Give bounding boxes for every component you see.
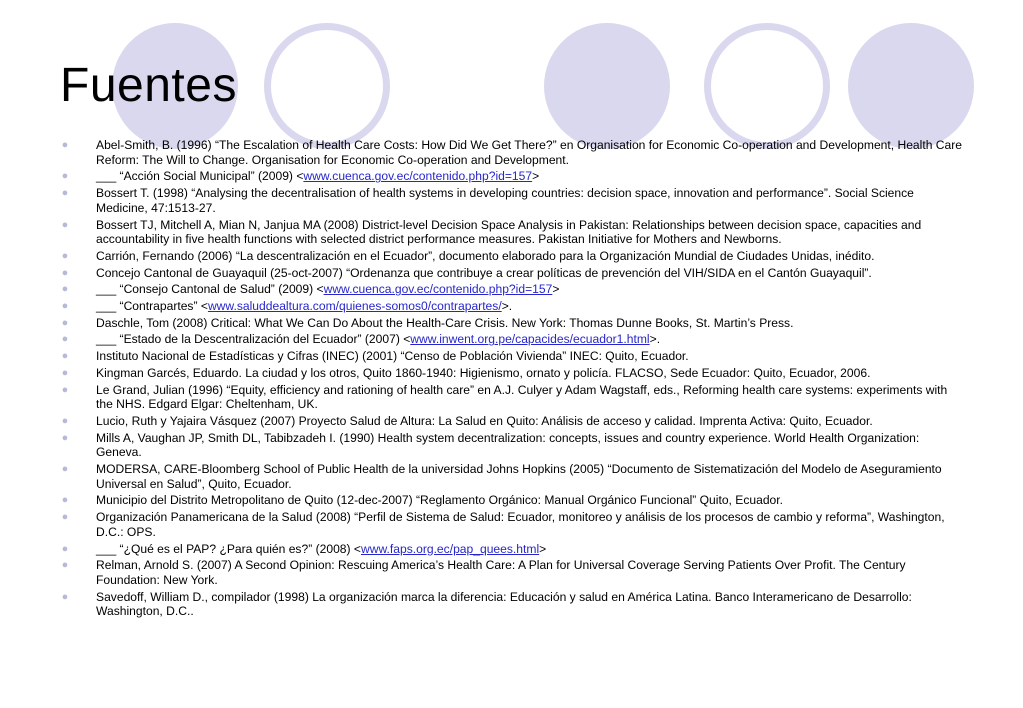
reference-text: ___ “Contrapartes” < [96, 299, 208, 314]
decorative-circle-filled [544, 23, 670, 149]
reference-link[interactable]: www.cuenca.gov.ec/contenido.php?id=157 [303, 169, 533, 184]
reference-text-suffix: > [532, 169, 540, 184]
bullet-icon: ● [61, 249, 69, 262]
reference-item [60, 558, 965, 587]
reference-item [60, 332, 965, 347]
reference-item [60, 431, 965, 460]
reference-item [60, 218, 965, 247]
decorative-circle-filled [848, 23, 974, 149]
reference-text: Abel-Smith, B. (1996) “The Escalation of Health Care Costs: How Did We Get There?” en Organisation for Economic Co-operation and Development, Health Care Reform: The Will to Change. Organisation for Economic Co-operation and Development. [96, 138, 963, 167]
bullet-icon: ● [61, 300, 69, 313]
bullet-icon: ● [61, 139, 69, 151]
bullet-icon: ● [61, 431, 69, 444]
reference-text: Instituto Nacional de Estadísticas y Cifras (INEC) (2001) “Censo de Población Vivienda” INEC: Quito, Ecuador. [96, 349, 689, 364]
bullet-icon: ● [61, 494, 69, 507]
reference-item [60, 138, 965, 167]
reference-text: Savedoff, William D., compilador (1998) La organización marca la diferencia: Educación y salud en América Latina. Banco Interamericano de Desarrollo: Washington, D.C.. [96, 589, 912, 619]
reference-text: Carrión, Fernando (2006) “La descentralización en el Ecuador”, documento elaborado para la Organización Mundial de Ciudades Unidas, inédito. [96, 248, 875, 263]
reference-text: ___ “Acción Social Municipal” (2009) < [96, 169, 304, 184]
reference-text-suffix: >. [501, 299, 513, 314]
bullet-icon: ● [61, 187, 69, 200]
reference-item [60, 383, 965, 412]
bullet-icon: ● [61, 366, 69, 379]
reference-link[interactable]: www.saluddealtura.com/quienes-somos0/contrapartes/ [207, 299, 502, 314]
bullet-icon: ● [61, 170, 69, 183]
bullet-icon: ● [61, 283, 69, 296]
bullet-icon: ● [61, 266, 69, 279]
reference-item [60, 462, 965, 491]
reference-item [60, 590, 965, 619]
reference-item [60, 542, 965, 557]
reference-text: MODERSA, CARE-Bloomberg School of Public Health de la universidad Johns Hopkins (2005) “Documento de Sistematización del Modelo de Aseguramiento Universal en Salud”, Quito, Ecuador. [96, 462, 942, 491]
reference-text-suffix: > [552, 282, 560, 297]
reference-text: Bossert T. (1998) “Analysing the decentralisation of health systems in developing countries: decision space, innovation and performance”. Social Science Medicine, 47:1513-27. [96, 186, 914, 215]
reference-link[interactable]: www.cuenca.gov.ec/contenido.php?id=157 [323, 282, 553, 297]
decorative-circle-ring [704, 23, 830, 149]
decorative-circle-ring [264, 23, 390, 149]
reference-text: ___ “¿Qué es el PAP? ¿Para quién es?” (2008) < [96, 541, 361, 556]
reference-text: Organización Panamericana de la Salud (2008) “Perfil de Sistema de Salud: Ecuador, monitoreo y análisis de los procesos de cambio y reforma”, Washington, D.C.: OPS. [96, 510, 945, 539]
bullet-icon: ● [61, 383, 69, 396]
reference-link[interactable]: www.faps.org.ec/pap_quees.html [360, 541, 540, 556]
slide-title: Fuentes [60, 59, 237, 112]
bullet-icon: ● [61, 542, 69, 555]
reference-text: Bossert TJ, Mitchell A, Mian N, Janjua MA (2008) District-level Decision Space Analysis in Pakistan: Relationships between decision space, capacities and accountability in five health functions with selected district performance measures. Pakistan Initiative for Mothers and Newborns. [96, 217, 922, 247]
reference-text-suffix: > [539, 541, 547, 556]
reference-item [60, 349, 965, 364]
reference-item [60, 366, 965, 381]
reference-text: Lucio, Ruth y Yajaira Vásquez (2007) Proyecto Salud de Altura: La Salud en Quito: Análisis de acceso y calidad. Imprenta Activa: Quito, Ecuador. [96, 413, 873, 428]
bullet-icon: ● [61, 333, 69, 346]
reference-text: ___ “Estado de la Descentralización del Ecuador” (2007) < [96, 332, 411, 347]
reference-item [60, 169, 965, 184]
reference-text: Mills A, Vaughan JP, Smith DL, Tabibzadeh I. (1990) Health system decentralization: concepts, issues and country experience. World Health Organization: Geneva. [96, 430, 920, 460]
bullet-icon: ● [61, 559, 69, 572]
reference-text: Daschle, Tom (2008) Critical: What We Can Do About the Health-Care Crisis. New York: Thomas Dunne Books, St. Martin’s Press. [96, 315, 794, 330]
reference-item [60, 316, 965, 331]
reference-text: Relman, Arnold S. (2007) A Second Opinion: Rescuing America’s Health Care: A Plan for Universal Coverage Serving Patients Over Profit. The Century Foundation: New York. [96, 558, 906, 587]
reference-item [60, 510, 965, 539]
reference-item [60, 493, 965, 508]
reference-item [60, 266, 965, 281]
bullet-icon: ● [61, 463, 69, 476]
reference-item [60, 186, 965, 215]
bullet-icon: ● [61, 218, 69, 231]
bullet-icon: ● [61, 316, 69, 329]
reference-item [60, 414, 965, 429]
reference-text: Municipio del Distrito Metropolitano de Quito (12-dec-2007) “Reglamento Orgánico: Manual Orgánico Funcional” Quito, Ecuador. [96, 493, 784, 508]
reference-item [60, 282, 965, 297]
bullet-icon: ● [61, 590, 69, 603]
reference-text: Le Grand, Julian (1996) “Equity, efficiency and rationing of health care” en A.J. Culyer y Adam Wagstaff, eds., Reforming health care systems: experiments with the NHS. Edgard Elgar: Cheltenham, UK. [96, 382, 948, 412]
reference-text: Kingman Garcés, Eduardo. La ciudad y los otros, Quito 1860-1940: Higienismo, ornato y policía. FLACSO, Sede Ecuador: Quito, Ecuador, 2006. [96, 365, 871, 380]
reference-text-suffix: >. [649, 332, 661, 347]
reference-item [60, 299, 965, 314]
bullet-icon: ● [61, 511, 69, 524]
reference-item [60, 249, 965, 264]
bullet-icon: ● [61, 350, 69, 363]
reference-text: Concejo Cantonal de Guayaquil (25-oct-2007) “Ordenanza que contribuye a crear políticas de prevención del VIH/SIDA en el Cantón Guayaquil”. [96, 265, 872, 280]
reference-link[interactable]: www.inwent.org.pe/capacides/ecuador1.html [410, 332, 650, 347]
reference-list [60, 138, 965, 621]
bullet-icon: ● [61, 414, 69, 427]
reference-text: ___ “Consejo Cantonal de Salud” (2009) < [96, 282, 324, 297]
